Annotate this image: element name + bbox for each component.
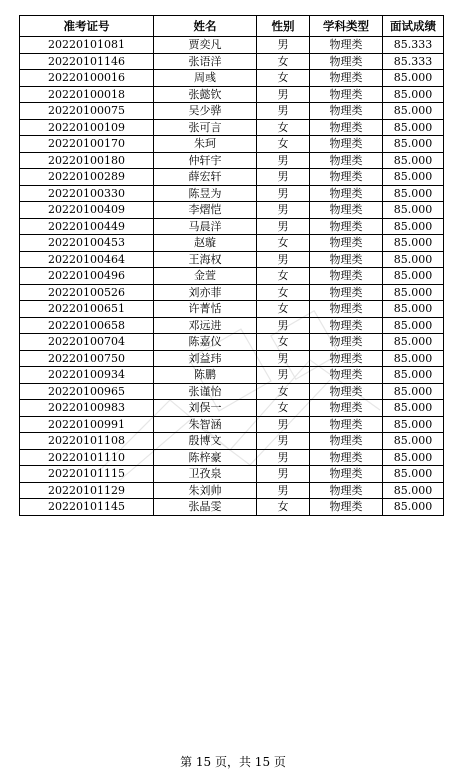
cell-interview-score: 85.000: [383, 433, 444, 450]
cell-name: 张懿钦: [154, 86, 257, 103]
cell-name: 陈梓豪: [154, 449, 257, 466]
cell-interview-score: 85.000: [383, 466, 444, 483]
header-exam-id: 准考证号: [20, 16, 154, 37]
cell-name: 邓远进: [154, 317, 257, 334]
cell-gender: 男: [257, 350, 310, 367]
cell-subject-type: 物理类: [310, 152, 383, 169]
cell-exam-id: 20220100330: [20, 185, 154, 202]
cell-gender: 男: [257, 185, 310, 202]
cell-gender: 男: [257, 433, 310, 450]
cell-subject-type: 物理类: [310, 284, 383, 301]
cell-name: 张语洋: [154, 53, 257, 70]
table-row: [20, 482, 444, 499]
cell-interview-score: 85.000: [383, 169, 444, 186]
cell-gender: 男: [257, 317, 310, 334]
cell-exam-id: 20220101110: [20, 449, 154, 466]
cell-interview-score: 85.000: [383, 251, 444, 268]
cell-gender: 女: [257, 119, 310, 136]
table-row: [20, 416, 444, 433]
cell-name: 李熠恺: [154, 202, 257, 219]
table-row: [20, 185, 444, 202]
cell-subject-type: 物理类: [310, 301, 383, 318]
cell-exam-id: 20220100526: [20, 284, 154, 301]
header-interview-score: 面试成绩: [383, 16, 444, 37]
cell-interview-score: 85.000: [383, 268, 444, 285]
cell-interview-score: 85.000: [383, 416, 444, 433]
cell-name: 仲轩宇: [154, 152, 257, 169]
cell-exam-id: 20220101081: [20, 37, 154, 54]
cell-interview-score: 85.000: [383, 202, 444, 219]
cell-subject-type: 物理类: [310, 169, 383, 186]
cell-interview-score: 85.000: [383, 499, 444, 516]
header-subject-type: 学科类型: [310, 16, 383, 37]
cell-interview-score: 85.000: [383, 449, 444, 466]
cell-subject-type: 物理类: [310, 103, 383, 120]
cell-gender: 男: [257, 152, 310, 169]
cell-interview-score: 85.000: [383, 185, 444, 202]
cell-gender: 男: [257, 37, 310, 54]
cell-exam-id: 20220100409: [20, 202, 154, 219]
cell-gender: 男: [257, 251, 310, 268]
score-table: [19, 15, 444, 516]
cell-name: 刘亦菲: [154, 284, 257, 301]
table-row: [20, 449, 444, 466]
cell-gender: 男: [257, 416, 310, 433]
cell-exam-id: 20220100109: [20, 119, 154, 136]
cell-interview-score: 85.000: [383, 367, 444, 384]
cell-subject-type: 物理类: [310, 449, 383, 466]
cell-subject-type: 物理类: [310, 70, 383, 87]
cell-gender: 女: [257, 334, 310, 351]
table-row: [20, 103, 444, 120]
header-gender: 性别: [257, 16, 310, 37]
table-row: [20, 367, 444, 384]
cell-gender: 女: [257, 400, 310, 417]
cell-name: 张晶雯: [154, 499, 257, 516]
cell-exam-id: 20220100449: [20, 218, 154, 235]
cell-exam-id: 20220100289: [20, 169, 154, 186]
cell-name: 金萱: [154, 268, 257, 285]
table-row: [20, 37, 444, 54]
cell-interview-score: 85.000: [383, 334, 444, 351]
cell-subject-type: 物理类: [310, 482, 383, 499]
table-row: [20, 251, 444, 268]
cell-subject-type: 物理类: [310, 185, 383, 202]
cell-name: 许菁恬: [154, 301, 257, 318]
table-row: [20, 284, 444, 301]
cell-exam-id: 20220100934: [20, 367, 154, 384]
cell-name: 刘益玮: [154, 350, 257, 367]
cell-name: 朱刘帅: [154, 482, 257, 499]
cell-exam-id: 20220100180: [20, 152, 154, 169]
cell-interview-score: 85.000: [383, 218, 444, 235]
cell-gender: 女: [257, 136, 310, 153]
cell-subject-type: 物理类: [310, 433, 383, 450]
table-row: [20, 70, 444, 87]
cell-subject-type: 物理类: [310, 251, 383, 268]
cell-subject-type: 物理类: [310, 383, 383, 400]
table-row: [20, 400, 444, 417]
table-row: [20, 152, 444, 169]
cell-gender: 男: [257, 169, 310, 186]
cell-subject-type: 物理类: [310, 317, 383, 334]
cell-subject-type: 物理类: [310, 235, 383, 252]
cell-gender: 男: [257, 218, 310, 235]
cell-name: 朱智涵: [154, 416, 257, 433]
cell-gender: 女: [257, 499, 310, 516]
table-header-row: [20, 16, 444, 37]
cell-gender: 女: [257, 70, 310, 87]
cell-subject-type: 物理类: [310, 350, 383, 367]
cell-name: 陈昱为: [154, 185, 257, 202]
table-row: [20, 235, 444, 252]
cell-name: 陈嘉仪: [154, 334, 257, 351]
cell-interview-score: 85.333: [383, 37, 444, 54]
table-row: [20, 383, 444, 400]
cell-exam-id: 20220100704: [20, 334, 154, 351]
cell-exam-id: 20220101145: [20, 499, 154, 516]
cell-subject-type: 物理类: [310, 466, 383, 483]
cell-name: 贾奕凡: [154, 37, 257, 54]
cell-interview-score: 85.000: [383, 103, 444, 120]
table-row: [20, 433, 444, 450]
table-row: [20, 169, 444, 186]
cell-gender: 男: [257, 482, 310, 499]
cell-interview-score: 85.000: [383, 86, 444, 103]
cell-exam-id: 20220101146: [20, 53, 154, 70]
cell-exam-id: 20220101115: [20, 466, 154, 483]
cell-exam-id: 20220100453: [20, 235, 154, 252]
cell-name: 殷博文: [154, 433, 257, 450]
cell-gender: 女: [257, 301, 310, 318]
cell-interview-score: 85.000: [383, 119, 444, 136]
cell-name: 马晨洋: [154, 218, 257, 235]
table-row: [20, 301, 444, 318]
table-row: [20, 86, 444, 103]
cell-exam-id: 20220100170: [20, 136, 154, 153]
cell-name: 赵璇: [154, 235, 257, 252]
cell-subject-type: 物理类: [310, 400, 383, 417]
cell-subject-type: 物理类: [310, 334, 383, 351]
cell-subject-type: 物理类: [310, 119, 383, 136]
table-row: [20, 218, 444, 235]
cell-name: 陈鹏: [154, 367, 257, 384]
cell-subject-type: 物理类: [310, 86, 383, 103]
table-row: [20, 119, 444, 136]
cell-name: 张可言: [154, 119, 257, 136]
table-row: [20, 350, 444, 367]
cell-interview-score: 85.000: [383, 136, 444, 153]
table-row: [20, 136, 444, 153]
cell-gender: 女: [257, 53, 310, 70]
cell-gender: 女: [257, 235, 310, 252]
cell-name: 卫孜泉: [154, 466, 257, 483]
cell-gender: 女: [257, 383, 310, 400]
cell-interview-score: 85.000: [383, 400, 444, 417]
cell-subject-type: 物理类: [310, 37, 383, 54]
cell-name: 张谨怡: [154, 383, 257, 400]
cell-name: 吴少骅: [154, 103, 257, 120]
cell-interview-score: 85.000: [383, 152, 444, 169]
cell-exam-id: 20220100750: [20, 350, 154, 367]
table-row: [20, 53, 444, 70]
cell-gender: 女: [257, 268, 310, 285]
cell-interview-score: 85.000: [383, 70, 444, 87]
cell-interview-score: 85.000: [383, 482, 444, 499]
cell-exam-id: 20220100991: [20, 416, 154, 433]
cell-interview-score: 85.000: [383, 383, 444, 400]
table-row: [20, 499, 444, 516]
cell-exam-id: 20220100983: [20, 400, 154, 417]
cell-interview-score: 85.000: [383, 317, 444, 334]
cell-gender: 男: [257, 466, 310, 483]
cell-name: 周彧: [154, 70, 257, 87]
table-body: [20, 37, 444, 516]
table-row: [20, 268, 444, 285]
table-row: [20, 466, 444, 483]
cell-exam-id: 20220101129: [20, 482, 154, 499]
cell-exam-id: 20220100018: [20, 86, 154, 103]
cell-name: 朱珂: [154, 136, 257, 153]
cell-gender: 男: [257, 86, 310, 103]
cell-exam-id: 20220100075: [20, 103, 154, 120]
cell-subject-type: 物理类: [310, 136, 383, 153]
cell-subject-type: 物理类: [310, 499, 383, 516]
cell-interview-score: 85.000: [383, 301, 444, 318]
cell-gender: 男: [257, 367, 310, 384]
cell-name: 王海权: [154, 251, 257, 268]
cell-exam-id: 20220101108: [20, 433, 154, 450]
cell-interview-score: 85.000: [383, 235, 444, 252]
cell-gender: 男: [257, 202, 310, 219]
cell-subject-type: 物理类: [310, 53, 383, 70]
table-row: [20, 202, 444, 219]
cell-name: 薛宏轩: [154, 169, 257, 186]
table-row: [20, 317, 444, 334]
cell-subject-type: 物理类: [310, 218, 383, 235]
cell-subject-type: 物理类: [310, 416, 383, 433]
cell-exam-id: 20220100496: [20, 268, 154, 285]
cell-interview-score: 85.000: [383, 350, 444, 367]
cell-gender: 女: [257, 284, 310, 301]
cell-name: 刘俣一: [154, 400, 257, 417]
cell-exam-id: 20220100651: [20, 301, 154, 318]
cell-subject-type: 物理类: [310, 367, 383, 384]
page-number: 第 15 页，共 15 页: [180, 755, 286, 769]
cell-gender: 男: [257, 449, 310, 466]
cell-subject-type: 物理类: [310, 268, 383, 285]
cell-interview-score: 85.000: [383, 284, 444, 301]
header-name: 姓名: [154, 16, 257, 37]
cell-exam-id: 20220100016: [20, 70, 154, 87]
cell-gender: 男: [257, 103, 310, 120]
table-row: [20, 334, 444, 351]
cell-subject-type: 物理类: [310, 202, 383, 219]
cell-interview-score: 85.333: [383, 53, 444, 70]
cell-exam-id: 20220100658: [20, 317, 154, 334]
cell-exam-id: 20220100965: [20, 383, 154, 400]
cell-exam-id: 20220100464: [20, 251, 154, 268]
